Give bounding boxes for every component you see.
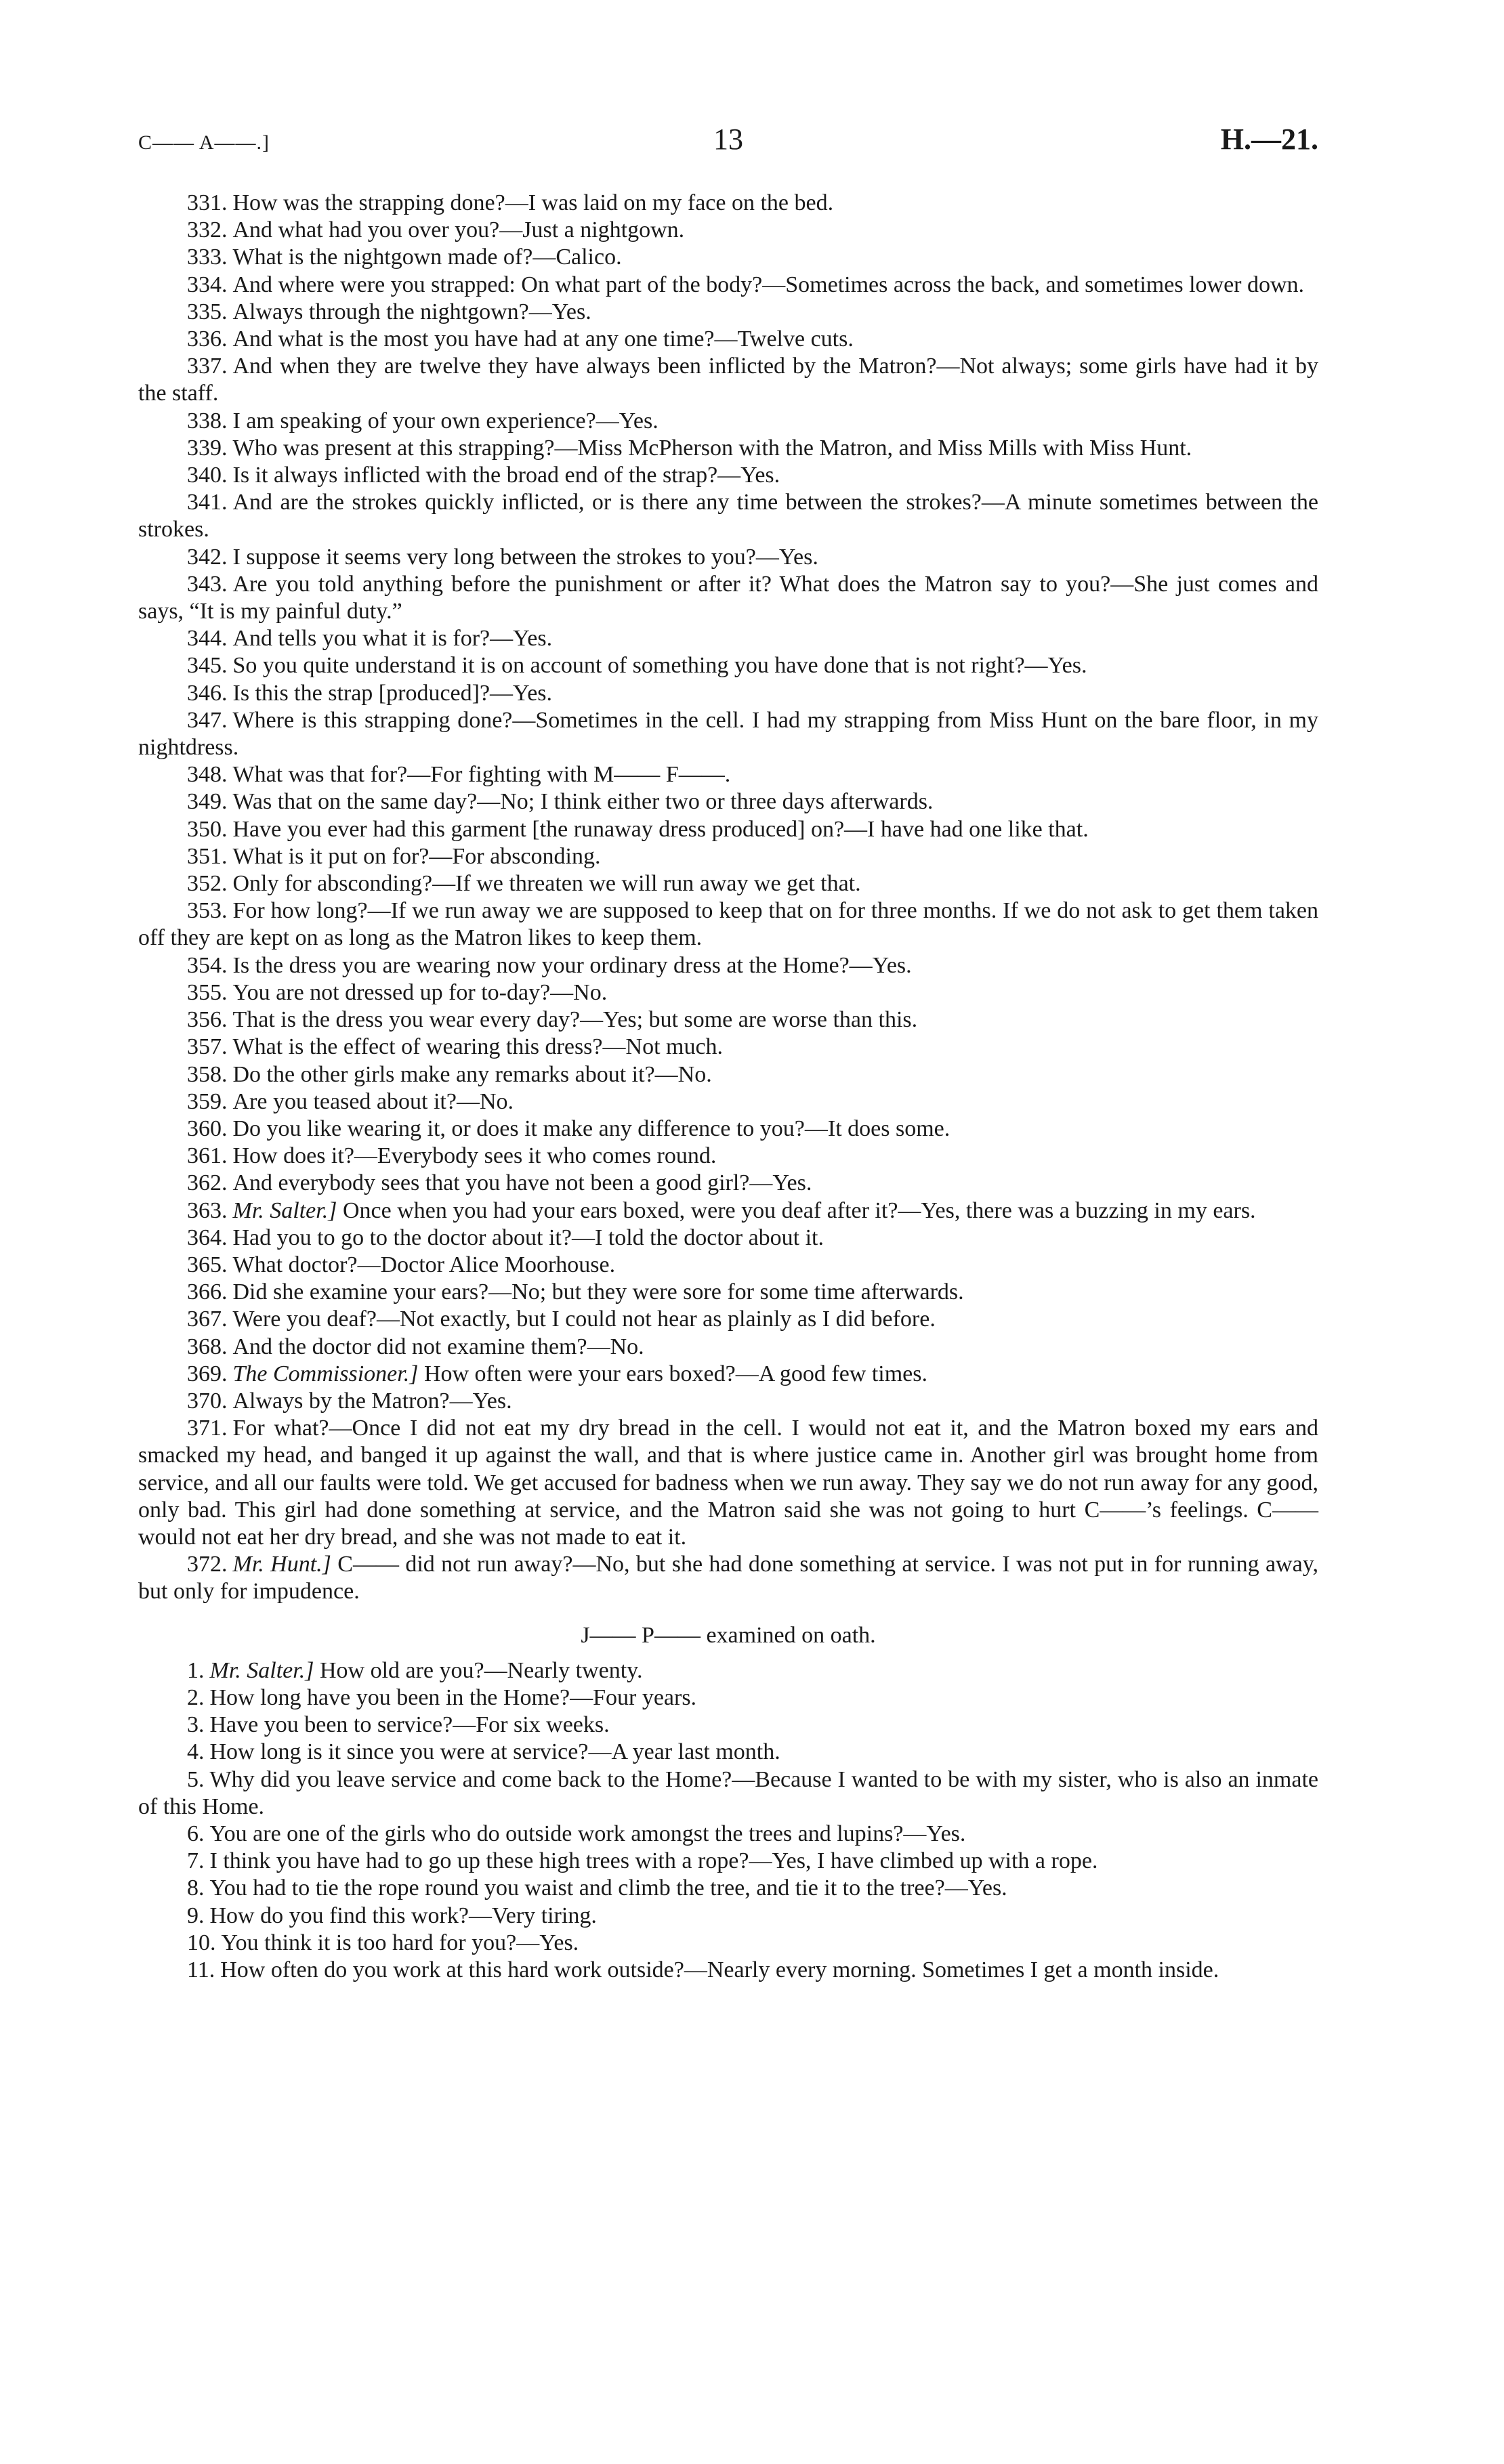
question-number: 5. [187, 1766, 205, 1792]
question-text: What is it put on for?—For absconding. [232, 843, 601, 869]
question-text: What is the effect of wearing this dress?—Not much. [232, 1034, 724, 1060]
question-number: 350. [187, 816, 228, 842]
question-number: 363. [187, 1197, 228, 1223]
question-paragraph [138, 489, 1318, 543]
question-text: And everybody sees that you have not been a good girl?—Yes. [232, 1170, 812, 1196]
question-text: Were you deaf?—Not exactly, but I could not hear as plainly as I did before. [232, 1307, 936, 1332]
question-paragraph [138, 1848, 1318, 1875]
page-header [138, 122, 1318, 163]
question-text: So you quite understand it is on account of something you have done that is not right?—Yes. [232, 653, 1087, 679]
question-number: 358. [187, 1061, 228, 1087]
question-number: 337. [187, 354, 228, 379]
question-paragraph [138, 408, 1318, 435]
question-paragraph [138, 625, 1318, 652]
question-number: 346. [187, 680, 228, 706]
page-number: 13 [713, 123, 743, 156]
question-paragraph [138, 1388, 1318, 1415]
question-paragraph [138, 952, 1318, 979]
question-number: 342. [187, 544, 228, 570]
question-text: You are not dressed up for to-day?—No. [232, 979, 608, 1005]
question-number: 352. [187, 871, 228, 897]
section-heading: J—— P—— examined on oath. [581, 1622, 876, 1648]
question-text: You think it is too hard for you?—Yes. [221, 1930, 579, 1955]
question-text: Had you to go to the doctor about it?—I told the doctor about it. [232, 1225, 824, 1250]
question-paragraph [138, 870, 1318, 897]
question-number: 11. [187, 1957, 215, 1982]
question-text: Who was present at this strapping?—Miss McPherson with the Matron, and Miss Mills with Miss Hunt. [232, 435, 1192, 461]
question-text: And the doctor did not examine them?—No. [232, 1334, 644, 1359]
question-text: Only for absconding?—If we threaten we will run away we get that. [232, 871, 861, 897]
question-number: 357. [187, 1034, 228, 1060]
question-paragraph [138, 1306, 1318, 1333]
question-paragraph [138, 1739, 1318, 1766]
question-paragraph [138, 571, 1318, 625]
question-number: 362. [187, 1170, 228, 1196]
question-paragraph [138, 1903, 1318, 1930]
speaker-name: Mr. Hunt.] [232, 1552, 331, 1577]
question-number: 333. [187, 245, 228, 270]
question-paragraph [138, 1361, 1318, 1388]
question-paragraph [138, 462, 1318, 489]
question-text: Why did you leave service and come back to the Home?—Because I wanted to be with my sister, who is also an inmate of this Home. [138, 1766, 1318, 1819]
question-number: 345. [187, 653, 228, 679]
question-paragraph [138, 1143, 1318, 1170]
question-paragraph [138, 843, 1318, 870]
question-number: 6. [187, 1821, 205, 1846]
testimony-section-2 [138, 1657, 1318, 1984]
question-number: 365. [187, 1252, 228, 1277]
question-text: You are one of the girls who do outside work amongst the trees and lupins?—Yes. [209, 1821, 966, 1846]
question-number: 331. [187, 190, 228, 215]
question-number: 368. [187, 1334, 228, 1359]
question-number: 332. [187, 217, 228, 243]
question-text: For what?—Once I did not eat my dry bread in the cell. I would not eat it, and the Matron boxed my ears and smacked my head, and banged it up against the wall, and that is where justice came in. Another girl was brought home from service, and all our faults were told. We get accused for badness when we run away. They say we do not run away for any good, only bad. This girl had done something at service, and the Matron said she was not going to hurt C——’s feelings. C—— would not eat her dry bread, and she was not made to eat it. [138, 1416, 1318, 1550]
question-number: 10. [187, 1930, 216, 1955]
question-text: And are the strokes quickly inflicted, or is there any time between the strokes?—A minute sometimes between the strokes. [138, 490, 1318, 543]
question-paragraph [138, 435, 1318, 462]
question-paragraph [138, 897, 1318, 952]
question-text: How do you find this work?—Very tiring. [209, 1903, 597, 1928]
question-paragraph [138, 326, 1318, 353]
question-paragraph [138, 1088, 1318, 1116]
question-text: Are you teased about it?—No. [232, 1088, 514, 1114]
question-number: 354. [187, 952, 228, 978]
question-number: 344. [187, 626, 228, 652]
question-text: And when they are twelve they have always been inflicted by the Matron?—Not always; some girls have had it by the staff. [138, 354, 1318, 406]
question-number: 2. [187, 1684, 205, 1710]
testimony-section-1 [138, 190, 1318, 1606]
question-number: 4. [187, 1739, 205, 1765]
speaker-name: Mr. Salter.] [232, 1197, 337, 1223]
question-number: 348. [187, 762, 228, 788]
question-number: 361. [187, 1143, 228, 1169]
question-paragraph [138, 1930, 1318, 1957]
question-number: 347. [187, 707, 228, 733]
document-reference: H.—21. [1220, 123, 1318, 156]
question-text: Did she examine your ears?—No; but they were sore for some time afterwards. [232, 1279, 964, 1305]
question-number: 366. [187, 1279, 228, 1305]
question-text: I think you have had to go up these high trees with a rope?—Yes, I have climbed up with a rope. [209, 1848, 1098, 1874]
question-number: 370. [187, 1388, 228, 1414]
question-text: I suppose it seems very long between the strokes to you?—Yes. [232, 544, 818, 570]
question-number: 369. [187, 1361, 228, 1386]
question-text: How old are you?—Nearly twenty. [319, 1657, 643, 1683]
question-text: Are you told anything before the punishment or after it? What does the Matron say to you?—She just comes and says, “It is my painful duty.” [138, 571, 1318, 624]
question-number: 336. [187, 326, 228, 352]
question-number: 356. [187, 1007, 228, 1033]
question-paragraph [138, 1684, 1318, 1712]
question-paragraph [138, 1766, 1318, 1821]
question-paragraph [138, 272, 1318, 299]
question-paragraph [138, 1415, 1318, 1551]
question-paragraph [138, 244, 1318, 271]
question-number: 9. [187, 1903, 205, 1928]
question-text: How often do you work at this hard work outside?—Nearly every morning. Sometimes I get a month inside. [220, 1957, 1219, 1982]
question-number: 359. [187, 1088, 228, 1114]
speaker-name: Mr. Salter.] [209, 1657, 314, 1683]
question-paragraph [138, 1197, 1318, 1225]
question-paragraph [138, 1712, 1318, 1739]
question-paragraph [138, 680, 1318, 707]
question-number: 349. [187, 789, 228, 815]
question-paragraph [138, 1551, 1318, 1605]
question-text: How was the strapping done?—I was laid on my face on the bed. [232, 190, 834, 215]
question-paragraph [138, 1034, 1318, 1061]
question-paragraph [138, 1334, 1318, 1361]
question-paragraph [138, 816, 1318, 843]
question-paragraph [138, 217, 1318, 244]
question-text: What was that for?—For fighting with M—— F——. [232, 762, 731, 788]
question-paragraph [138, 761, 1318, 788]
question-number: 7. [187, 1848, 205, 1874]
question-number: 355. [187, 979, 228, 1005]
document-body [138, 190, 1318, 1984]
question-number: 3. [187, 1712, 205, 1738]
question-paragraph [138, 979, 1318, 1006]
question-number: 341. [187, 490, 228, 515]
question-text: Is it always inflicted with the broad end of the strap?—Yes. [232, 463, 780, 488]
question-text: And what is the most you have had at any one time?—Twelve cuts. [232, 326, 854, 352]
question-text: Have you been to service?—For six weeks. [209, 1712, 610, 1738]
question-number: 1. [187, 1657, 205, 1683]
question-paragraph [138, 1821, 1318, 1848]
question-paragraph [138, 1170, 1318, 1197]
question-text: How long is it since you were at service?—A year last month. [209, 1739, 780, 1765]
question-number: 340. [187, 463, 228, 488]
question-text: Do the other girls make any remarks about it?—No. [232, 1061, 712, 1087]
question-paragraph [138, 353, 1318, 407]
question-text: What doctor?—Doctor Alice Moorhouse. [232, 1252, 616, 1277]
speaker-name: The Commissioner.] [232, 1361, 419, 1386]
question-number: 335. [187, 299, 228, 324]
question-number: 343. [187, 571, 228, 597]
question-text: And tells you what it is for?—Yes. [232, 626, 553, 652]
question-paragraph [138, 190, 1318, 217]
question-text: Is the dress you are wearing now your ordinary dress at the Home?—Yes. [232, 952, 912, 978]
question-paragraph [138, 652, 1318, 679]
question-paragraph [138, 1875, 1318, 1902]
question-number: 8. [187, 1875, 205, 1901]
question-number: 364. [187, 1225, 228, 1250]
question-text: How long have you been in the Home?—Four years. [209, 1684, 697, 1710]
question-text: Is this the strap [produced]?—Yes. [232, 680, 553, 706]
question-paragraph [138, 1006, 1318, 1034]
question-text: Always by the Matron?—Yes. [232, 1388, 512, 1414]
question-number: 367. [187, 1307, 228, 1332]
question-paragraph [138, 788, 1318, 815]
question-paragraph [138, 1061, 1318, 1088]
question-text: And what had you over you?—Just a nightgown. [232, 217, 685, 243]
question-number: 339. [187, 435, 228, 461]
question-text: How does it?—Everybody sees it who comes round. [232, 1143, 717, 1169]
question-text: I am speaking of your own experience?—Yes. [232, 408, 659, 433]
question-paragraph [138, 1957, 1318, 1984]
question-text: How often were your ears boxed?—A good few times. [423, 1361, 928, 1386]
question-number: 371. [187, 1416, 228, 1441]
question-text: Always through the nightgown?—Yes. [232, 299, 591, 324]
question-text: Have you ever had this garment [the runaway dress produced] on?—I have had one like that. [232, 816, 1089, 842]
question-text: And where were you strapped: On what part of the body?—Sometimes across the back, and sometimes lower down. [232, 272, 1305, 297]
question-paragraph [138, 1225, 1318, 1252]
question-paragraph [138, 1252, 1318, 1279]
header-witness-initials: C—— A——.] [138, 131, 270, 154]
question-paragraph [138, 299, 1318, 326]
question-number: 334. [187, 272, 228, 297]
question-paragraph [138, 707, 1318, 761]
question-text: C—— did not run away?—No, but she had done something at service. I was not put in for running away, but only for impudence. [138, 1552, 1318, 1605]
question-text: You had to tie the rope round you waist and climb the tree, and tie it to the tree?—Yes. [209, 1875, 1007, 1901]
question-text: That is the dress you wear every day?—Yes; but some are worse than this. [232, 1007, 918, 1033]
question-text: Where is this strapping done?—Sometimes in the cell. I had my strapping from Miss Hunt on the bare floor, in my nightdress. [138, 707, 1318, 761]
question-text: Was that on the same day?—No; I think either two or three days afterwards. [232, 789, 934, 815]
question-text: What is the nightgown made of?—Calico. [232, 245, 622, 270]
question-number: 353. [187, 898, 228, 924]
question-text: Once when you had your ears boxed, were you deaf after it?—Yes, there was a buzzing in my ears. [342, 1197, 1256, 1223]
question-text: For how long?—If we run away we are supposed to keep that on for three months. If we do not ask to get them taken off they are kept on as long as the Matron likes to keep them. [138, 898, 1318, 951]
question-paragraph [138, 1657, 1318, 1684]
question-paragraph [138, 544, 1318, 571]
question-paragraph [138, 1279, 1318, 1306]
question-number: 351. [187, 843, 228, 869]
question-number: 360. [187, 1116, 228, 1141]
question-number: 338. [187, 408, 228, 433]
question-text: Do you like wearing it, or does it make any difference to you?—It does some. [232, 1116, 951, 1141]
question-paragraph [138, 1116, 1318, 1143]
question-number: 372. [187, 1552, 228, 1577]
